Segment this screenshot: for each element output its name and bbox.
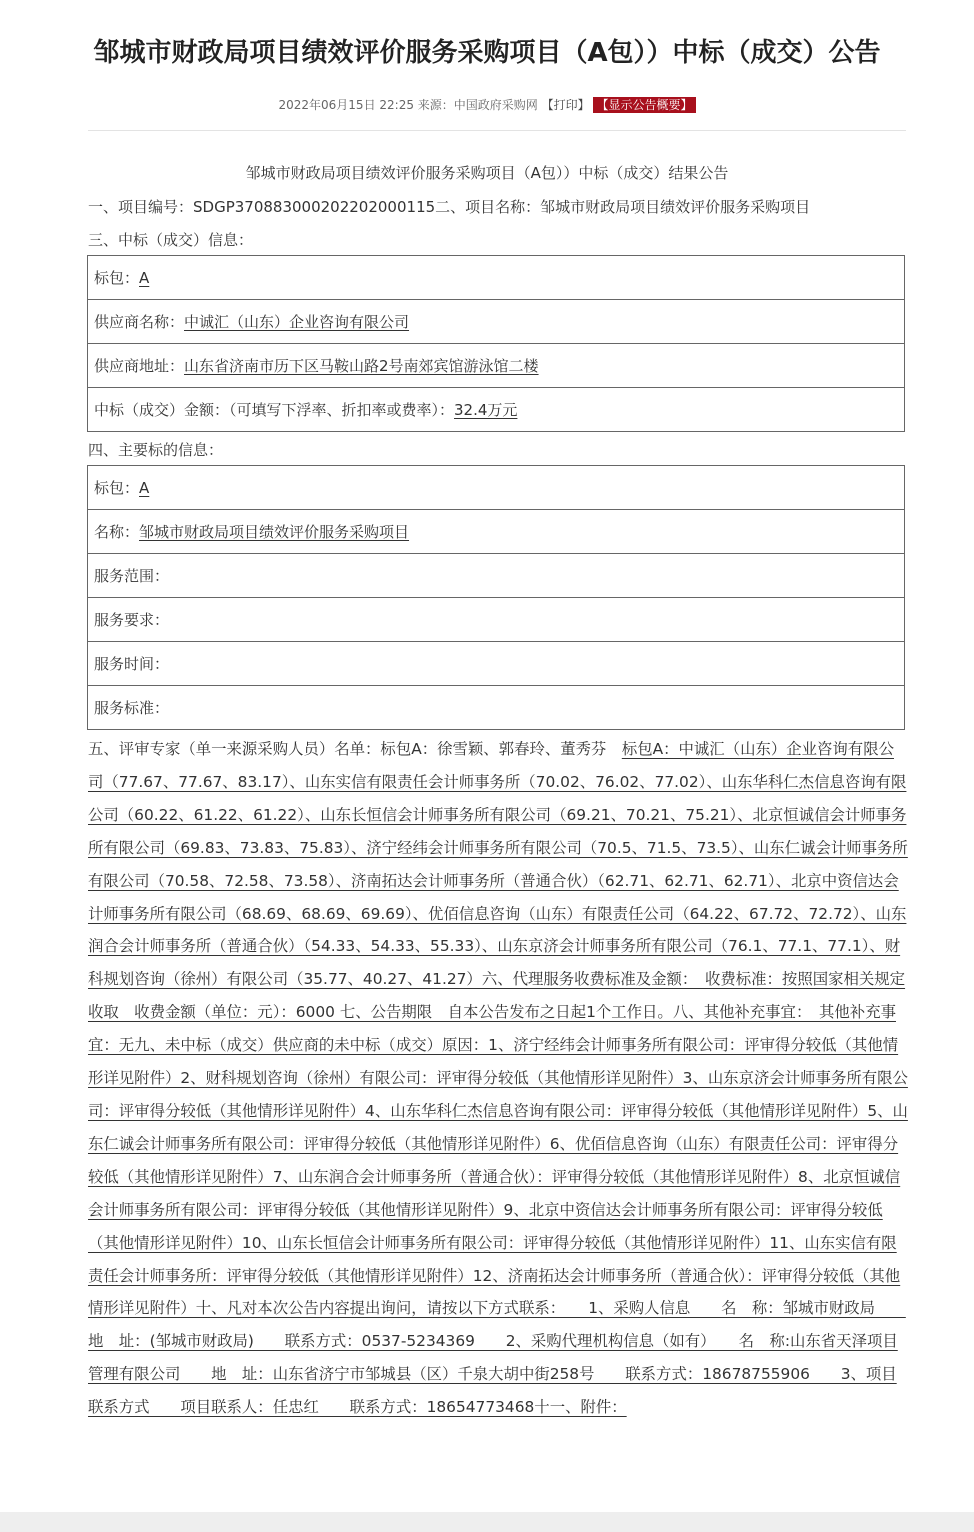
row-label: 服务要求： <box>94 611 170 629</box>
footer-bar <box>0 1512 974 1532</box>
table-row <box>88 598 905 642</box>
experts-list: 五、评审专家（单一来源采购人员）名单：标包A：徐雪颖、郭春玲、董秀芬 <box>88 740 622 758</box>
header-divider <box>88 130 906 131</box>
row-value: 山东省济南市历下区马鞍山路2号南郊宾馆游泳馆二楼 <box>184 357 539 375</box>
section4-heading: 四、主要标的信息： <box>88 441 224 459</box>
row-value: 中诚汇（山东）企业咨询有限公司 <box>184 313 410 331</box>
row-label: 名称： <box>94 523 140 541</box>
project-info-line: 一、项目编号：SDGP370883000202202000115二、项目名称：邹城市财政局项目绩效评价服务采购项目 <box>88 198 811 216</box>
meta-line <box>0 96 974 113</box>
table-row <box>88 686 905 730</box>
publish-date: 2022年06月15日 22:25 <box>278 98 414 112</box>
row-label: 服务时间： <box>94 655 170 673</box>
row-label: 标包： <box>94 479 140 497</box>
row-label: 服务标准： <box>94 699 170 717</box>
row-value: A <box>139 479 150 497</box>
details-paragraph <box>88 733 908 1424</box>
table-row <box>88 510 905 554</box>
row-value: A <box>139 269 150 287</box>
section3-heading: 三、中标（成交）信息： <box>88 231 254 249</box>
table-row <box>88 256 905 300</box>
row-value: 邹城市财政局项目绩效评价服务采购项目 <box>139 523 410 541</box>
print-button[interactable]: 【打印】 <box>541 98 590 112</box>
subject-info-table <box>87 465 905 730</box>
table-row <box>88 642 905 686</box>
source: 来源：中国政府采购网 <box>417 98 538 112</box>
row-value: 32.4万元 <box>454 401 518 419</box>
table-row <box>88 466 905 510</box>
table-row <box>88 300 905 344</box>
table-row <box>88 344 905 388</box>
award-info-table <box>87 255 905 432</box>
table-row <box>88 388 905 432</box>
row-label: 中标（成交）金额：（可填写下浮率、折扣率或费率）： <box>94 401 455 419</box>
row-label: 供应商名称： <box>94 313 185 331</box>
table-row <box>88 554 905 598</box>
page-title: 邹城市财政局项目绩效评价服务采购项目（A包））中标（成交）公告 <box>93 38 881 68</box>
result-title: 邹城市财政局项目绩效评价服务采购项目（A包））中标（成交）结果公告 <box>245 164 729 182</box>
show-summary-button[interactable]: 【显示公告概要】 <box>593 97 695 113</box>
row-label: 服务范围： <box>94 567 170 585</box>
scores-and-notes: 标包A：中诚汇（山东）企业咨询有限公司（77.67、77.67、83.17）、山东实信有限责任会计师事务所（70.02、76.02、77.02）、山东华科仁杰信息咨询有限公司（60.22、61.22、61.22）、山东长恒信会计师事务所有限公司（69.21、70.21、75.21）、北京恒诚信会计师事务所有限公司（69.83、73.83、75.83）、济宁经纬会计师事务所有限公司（70.5、71.5、73.5）、山东仁诚会计师事务所有限公司（70.58、72.58、73.58）、济南拓达会计师事务所（普通合伙）（62.71、62.71、62.71）、北京中资信达会计师事务所有限公司（68.69、68.69、69.69）、优佰信息咨询（山东）有限责任公司（64.22、67.72、72.72）、山东润合会计师事务所（普通合伙）（54.33、54.33、55.33）、山东京济会计师事务所有限公司（76.1、77.1、77.1）、财科规划咨询（徐州）有限公司（35.77、40.27、41.27）六、代理服务收费标准及金额： 收费标准：按照国家相关规定收取 收费金额（单位：元）：6000 七、公告期限 自本公告发布之日起1个工作日。八、其他补充事宜： 其他补充事宜：无九、未中标（成交）供应商的未中标（成交）原因：1、济宁经纬会计师事务所有限公司：评审得分较低（其他情形详见附件）2、财科规划咨询（徐州）有限公司：评审得分较低（其他情形详见附件）3、山东京济会计师事务所有限公司：评审得分较低（其他情形详见附件）4、山东华科仁杰信息咨询有限公司：评审得分较低（其他情形详见附件）5、山东仁诚会计师事务所有限公司：评审得分较低（其他情形详见附件）6、优佰信息咨询（山东）有限责任公司：评审得分较低（其他情形详见附件）7、山东润合会计师事务所（普通合伙）：评审得分较低（其他情形详见附件）8、北京恒诚信会计师事务所有限公司：评审得分较低（其他情形详见附件）9、北京中资信达会计师事务所有限公司：评审得分较低（其他情形详见附件）10、山东长恒信会计师事务所有限公司：评审得分较低（其他情形详见附件）11、山东实信有限责任会计师事务所：评审得分较低（其他情形详见附件）12、济南拓达会计师事务所（普通合伙）：评审得分较低（其他情形详见附件）十、凡对本次公告内容提出询问，请按以下方式联系： 1、采购人信息 名 称：邹城市财政局 地 址：(邹城市财政局) 联系方式：0537-5234369 2、采购代理机构信息（如有） 名 称:山东省天泽项目管理有限公司 地 址：山东省济宁市邹城县（区）千泉大胡中街258号 联系方式：18678755906 3、项目联系方式 项目联系人：任忠红 联系方式：18654773468十一、附件： <box>88 740 908 1417</box>
row-label: 供应商地址： <box>94 357 185 375</box>
row-label: 标包： <box>94 269 140 287</box>
